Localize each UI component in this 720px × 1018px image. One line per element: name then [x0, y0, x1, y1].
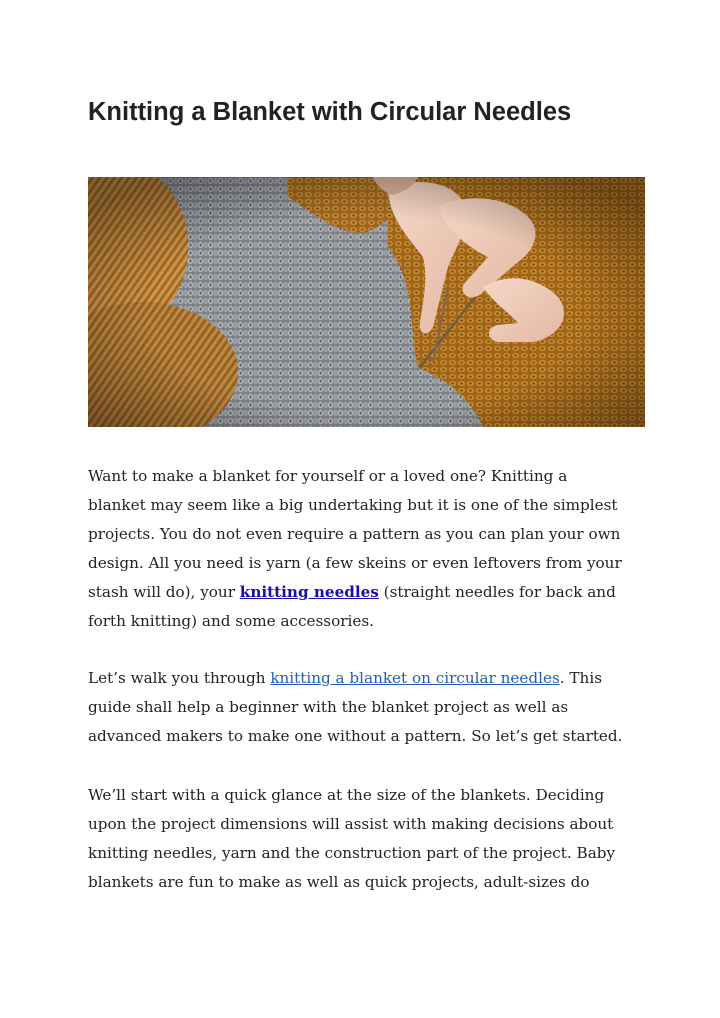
paragraph-line — [88, 578, 648, 607]
text-segment: Let’s walk you through — [88, 669, 271, 687]
paragraph-line: blanket may seem like a big undertaking but it is one of the simplest — [88, 496, 618, 514]
paragraph-line — [88, 664, 648, 693]
paragraph-line: advanced makers to make one without a pattern. So let’s get started. — [88, 727, 623, 745]
knitting-needles-link[interactable]: knitting needles — [239, 583, 379, 601]
paragraph-line: upon the project dimensions will assist with making decisions about — [88, 815, 614, 833]
paragraph-walkthrough — [88, 664, 648, 751]
paragraph-line: forth knitting) and some accessories. — [88, 612, 374, 630]
circular-needles-link[interactable]: knitting a blanket on circular needles — [270, 669, 560, 687]
text-segment: (straight needles for back and — [378, 583, 616, 601]
text-segment: . This — [559, 669, 602, 687]
page-title: Knitting a Blanket with Circular Needles — [88, 98, 572, 126]
paragraph-line: knitting needles, yarn and the construction part of the project. Baby — [88, 844, 616, 862]
paragraph-intro — [88, 462, 648, 636]
paragraph-sizes — [88, 781, 648, 897]
paragraph-line: We’ll start with a quick glance at the size of the blankets. Deciding — [88, 786, 605, 804]
paragraph-line: Want to make a blanket for yourself or a loved one? Knitting a — [88, 467, 568, 485]
paragraph-line: design. All you need is yarn (a few skeins or even leftovers from your — [88, 554, 622, 572]
paragraph-line: guide shall help a beginner with the blanket project as well as — [88, 698, 569, 716]
paragraph-line: blankets are fun to make as well as quick projects, adult-sizes do — [88, 873, 590, 891]
hero-image — [88, 177, 645, 427]
text-segment: stash will do), your — [88, 583, 240, 601]
knitting-photo-icon — [88, 177, 645, 427]
paragraph-line: projects. You do not even require a pattern as you can plan your own — [88, 525, 621, 543]
